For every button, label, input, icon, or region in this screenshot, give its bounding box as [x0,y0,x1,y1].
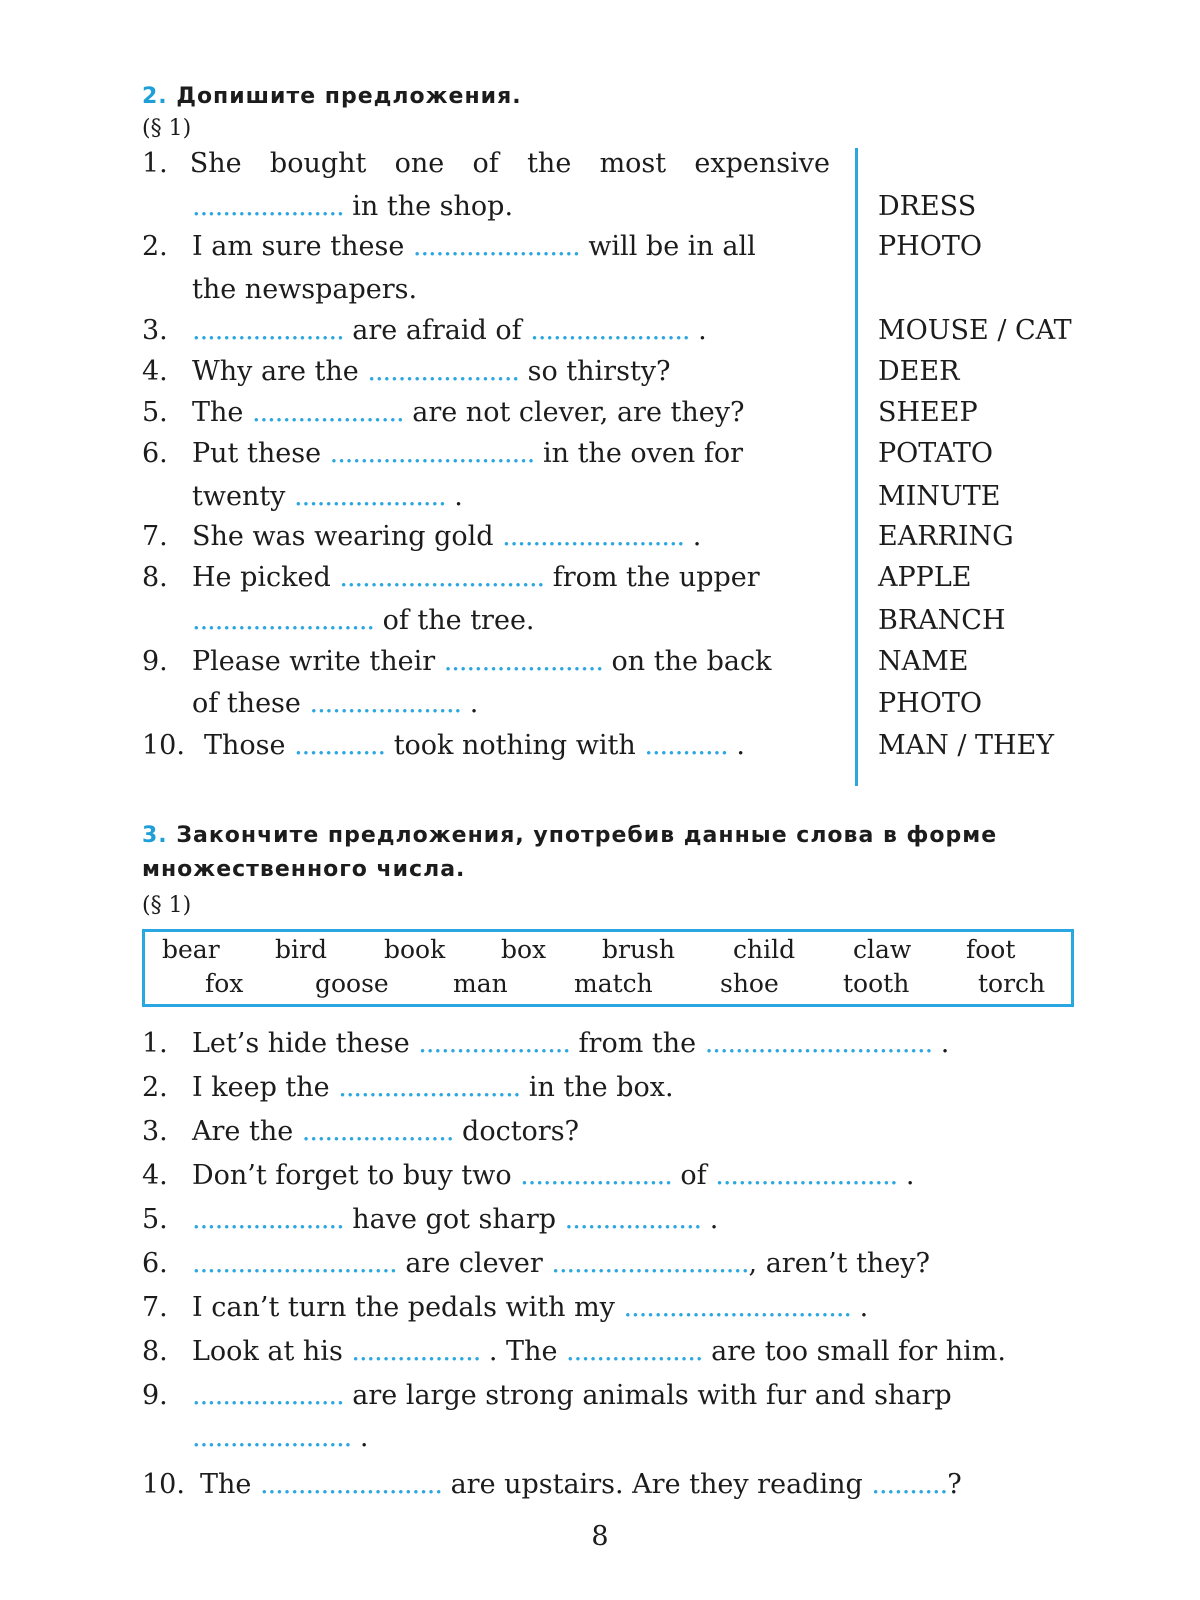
answer-blank[interactable]: ........................ [338,1072,521,1103]
word-bank-word: child [733,935,796,964]
exercise-3-title-line2: множественного числа. [142,857,466,882]
column-divider [855,148,858,786]
answer-blank[interactable]: .................... [309,688,462,719]
ex2-item-7: 7. She was wearing gold ........................ . [142,521,702,552]
answer-blank[interactable]: ........................ [192,605,374,636]
ex3-item-5: 5. .................... have got sharp .................. . [142,1204,719,1235]
word-bank-word: bear [162,935,220,964]
answer-blank[interactable]: .................... [367,356,520,387]
ex3-item-10: 10. The ........................ are upstairs. Are they reading ..........? [142,1469,962,1500]
ex2-item-1: 1. She bought one of the most expensive [142,148,830,179]
word-cue: MAN / THEY [878,730,1055,761]
ex3-item-7: 7. I can’t turn the pedals with my .............................. . [142,1292,869,1323]
ex3-item-9-line2: ..................... . [192,1422,369,1453]
answer-blank[interactable]: .................... [251,397,404,428]
ex2-item-3: 3. .................... are afraid of ..................... . [142,315,707,346]
word-cue: DEER [878,356,960,387]
ex2-item-8-line2: ........................ of the tree. [192,605,535,636]
ex3-item-3: 3. Are the .................... doctors? [142,1116,580,1147]
answer-blank[interactable]: ................. [351,1336,481,1367]
ex3-item-6: 6. ........................... are clever .........................., aren’t they? [142,1248,931,1279]
exercise-2-number: 2. [142,84,168,109]
answer-blank[interactable]: .................... [192,1204,344,1235]
word-bank-word: book [384,935,446,964]
exercise-3-heading [142,823,1074,848]
ex2-item-5: 5. The .................... are not clever, are they? [142,397,745,428]
answer-blank[interactable]: ........................ [502,521,685,552]
answer-blank[interactable]: .......................... [551,1248,749,1279]
word-bank-word: bird [275,935,327,964]
ex2-item-1-line2: .................... in the shop. [192,191,514,222]
word-cue: APPLE [878,562,972,593]
page-number: 8 [591,1521,609,1552]
answer-blank[interactable]: ............ [294,730,386,761]
word-bank-word: torch [978,969,1046,998]
exercise-3-title: Закончите предложения, употребив данные слова в форме [176,823,998,848]
answer-blank[interactable]: ........................ [715,1160,898,1191]
answer-blank[interactable]: .................. [564,1204,702,1235]
answer-blank[interactable]: ...................... [412,231,580,262]
answer-blank[interactable]: .................... [418,1028,570,1059]
answer-blank[interactable]: ..................... [443,646,603,677]
answer-blank[interactable]: .............................. [623,1292,852,1323]
answer-blank[interactable]: .................... [301,1116,454,1147]
word-bank-word: goose [315,969,389,998]
word-bank-word: claw [853,935,912,964]
answer-blank[interactable]: .............................. [704,1028,933,1059]
word-cue: SHEEP [878,397,978,428]
answer-blank[interactable]: ........................... [329,438,535,469]
ex2-item-2-line2: the newspapers. [192,274,418,305]
ex2-item-2: 2. I am sure these ...................... will be in all [142,231,756,262]
word-cue: NAME [878,646,969,677]
exercise-3-ref: (§ 1) [142,893,192,918]
ex2-item-9: 9. Please write their ..................... on the back [142,646,772,677]
word-bank-word: box [501,935,547,964]
answer-blank[interactable]: .................. [566,1336,703,1367]
ex2-item-6-line2: twenty .................... . [192,481,463,512]
ex3-item-8: 8. Look at his ................. . The .................. are too small for him. [142,1336,1006,1367]
ex3-item-9: 9. .................... are large strong animals with fur and sharp [142,1380,952,1411]
answer-blank[interactable]: .................... [520,1160,672,1191]
word-cue: DRESS [878,191,977,222]
answer-blank[interactable]: ........................... [339,562,545,593]
exercise-2-heading [142,84,522,109]
word-cue: MOUSE / CAT [878,315,1072,346]
ex2-item-4: 4. Why are the .................... so thirsty? [142,356,671,387]
ex3-item-2: 2. I keep the ........................ in the box. [142,1072,674,1103]
word-bank-word: shoe [720,969,779,998]
answer-blank[interactable]: .................... [192,1380,344,1411]
item-number: 1. [142,148,168,179]
ex2-item-8: 8. He picked ........................... from the upper [142,562,760,593]
word-cue: PHOTO [878,688,982,719]
word-cue: EARRING [878,521,1014,552]
answer-blank[interactable]: .......... [871,1469,948,1500]
ex3-item-4: 4. Don’t forget to buy two .................... of ........................ . [142,1160,915,1191]
word-bank-word: man [453,969,508,998]
ex2-item-6: 6. Put these ........................... in the oven for [142,438,743,469]
answer-blank[interactable]: .................... [192,191,344,222]
answer-blank[interactable]: .................... [294,481,446,512]
word-bank-word: brush [602,935,675,964]
answer-blank[interactable]: .................... [192,315,344,346]
word-cue: BRANCH [878,605,1006,636]
word-bank-word: foot [966,935,1016,964]
answer-blank[interactable]: ........................ [259,1469,442,1500]
answer-blank[interactable]: ........... [644,730,728,761]
word-bank-word: match [574,969,653,998]
word-cue: PHOTO [878,231,982,262]
exercise-3-number: 3. [142,823,168,848]
word-bank-word: fox [205,969,244,998]
answer-blank[interactable]: ........................... [192,1248,397,1279]
word-cue: POTATO [878,438,994,469]
ex2-item-10: 10. Those ............ took nothing with ........... . [142,730,745,761]
answer-blank[interactable]: ..................... [530,315,690,346]
exercise-2-title: Допишите предложения. [176,84,522,109]
answer-blank[interactable]: ..................... [192,1422,352,1453]
word-cue: MINUTE [878,481,1001,512]
ex3-item-1: 1. Let’s hide these .................... from the .............................. . [142,1028,950,1059]
ex2-item-9-line2: of these .................... . [192,688,479,719]
word-bank-word: tooth [843,969,910,998]
exercise-2-ref: (§ 1) [142,116,192,141]
